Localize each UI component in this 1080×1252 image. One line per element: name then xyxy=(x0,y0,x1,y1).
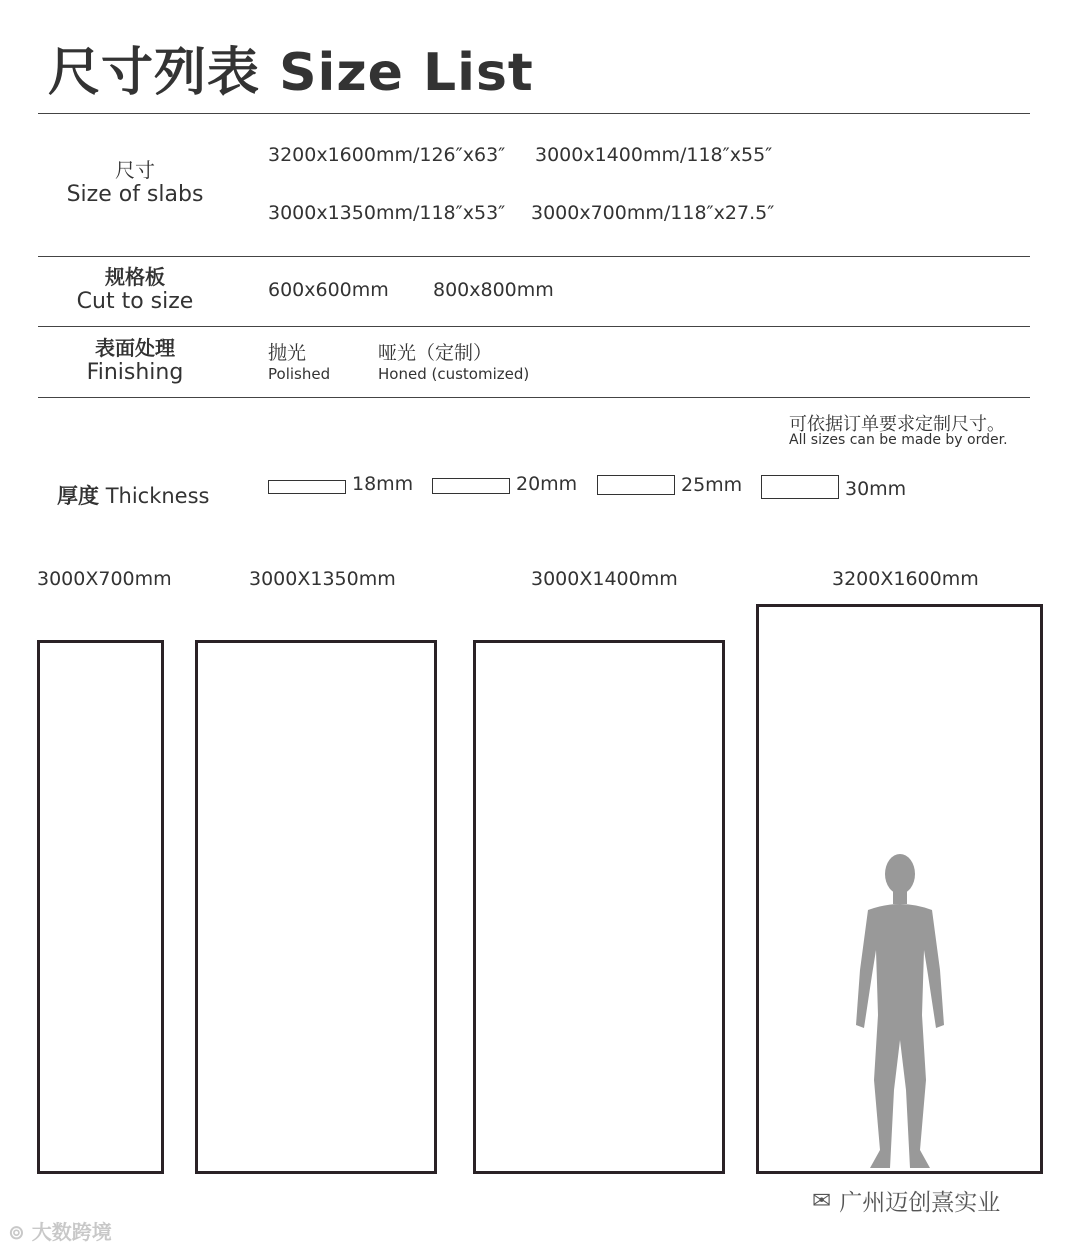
thickness-option xyxy=(597,475,742,495)
slab-diagram-label: 3000X1400mm xyxy=(531,568,678,590)
slab-diagram-label: 3200X1600mm xyxy=(832,568,979,590)
divider xyxy=(38,113,1030,114)
thickness-option-label: 30mm xyxy=(845,478,907,500)
custom-size-note-en: All sizes can be made by order. xyxy=(789,432,1008,448)
slab-size-value: 3000x700mm/118″x27.5″ xyxy=(531,202,775,224)
finish-option-en: Honed (customized) xyxy=(378,365,530,383)
slab-diagram-label: 3000X1350mm xyxy=(249,568,396,590)
slab-3000x1400-rect xyxy=(473,640,725,1174)
weibo-icon: ⊚ xyxy=(8,1220,25,1244)
watermark-left xyxy=(8,1216,112,1245)
cut-label-en: Cut to size xyxy=(76,289,194,314)
thickness-bar xyxy=(432,478,510,494)
human-scale-figure-icon xyxy=(840,850,960,1174)
finish-option-en: Polished xyxy=(268,365,331,383)
thickness-bar xyxy=(761,475,839,499)
thickness-option xyxy=(432,475,577,494)
finish-option-zh: 抛光 xyxy=(268,342,307,364)
finishing-label-en: Finishing xyxy=(86,360,184,385)
slab-diagram-label: 3000X700mm xyxy=(37,568,172,590)
thickness-label xyxy=(57,480,209,510)
cut-label-zh: 规格板 xyxy=(105,265,165,289)
thickness-label-en: Thickness xyxy=(105,484,210,508)
watermark-right-text: 广州迈创熹实业 xyxy=(839,1190,1001,1216)
slab-3000x700-rect xyxy=(37,640,164,1174)
finishing-row-label xyxy=(37,336,233,386)
slab-size-value: 3200x1600mm/126″x63″ xyxy=(268,144,506,166)
slab-size-value: 3000x1350mm/118″x53″ xyxy=(268,202,506,224)
wechat-icon: ✉ xyxy=(812,1187,832,1214)
cut-size-value: 600x600mm xyxy=(268,279,389,301)
slab-3000x1350-rect xyxy=(195,640,437,1174)
divider xyxy=(38,326,1030,327)
thickness-option-label: 20mm xyxy=(516,473,578,495)
thickness-bar xyxy=(597,475,675,495)
finish-option-zh: 哑光（定制） xyxy=(378,342,493,364)
thickness-label-zh: 厚度 xyxy=(57,484,99,508)
cut-row-label xyxy=(37,265,233,315)
thickness-option-label: 25mm xyxy=(681,474,743,496)
page-title: 尺寸列表 Size List xyxy=(48,43,534,103)
watermark-right xyxy=(812,1184,1000,1217)
slab-size-value: 3000x1400mm/118″x55″ xyxy=(535,144,773,166)
slabs-label-zh: 尺寸 xyxy=(115,158,155,182)
divider xyxy=(38,256,1030,257)
thickness-option xyxy=(268,475,413,494)
finishing-label-zh: 表面处理 xyxy=(95,336,175,360)
thickness-bar xyxy=(268,480,346,494)
cut-size-value: 800x800mm xyxy=(433,279,554,301)
slabs-row-label xyxy=(37,158,233,208)
slabs-label-en: Size of slabs xyxy=(66,182,204,207)
thickness-option-label: 18mm xyxy=(352,473,414,495)
custom-size-note-zh: 可依据订单要求定制尺寸。 xyxy=(789,414,1005,435)
watermark-left-text: 大数跨境 xyxy=(31,1220,112,1244)
thickness-option xyxy=(761,475,906,499)
divider xyxy=(38,397,1030,398)
